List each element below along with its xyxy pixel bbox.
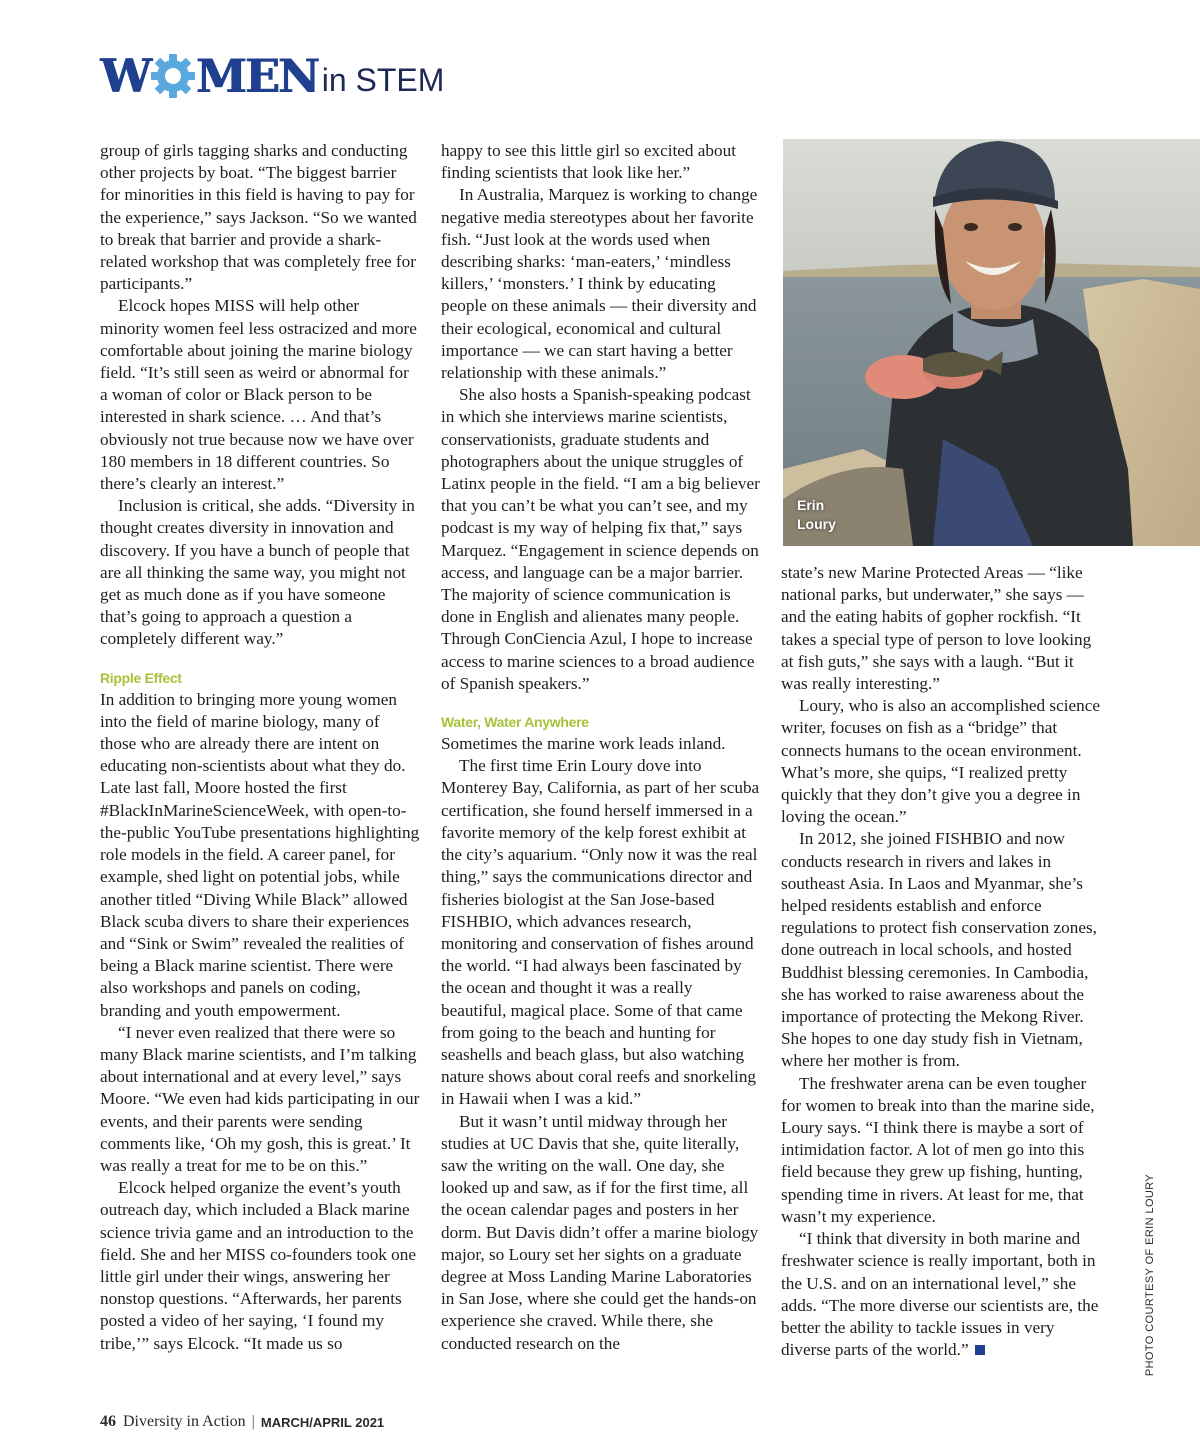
logo-suffix: in STEM [321,62,445,98]
article-column-3 [781,562,1101,1361]
subhead-text: Ripple Effect [100,669,182,686]
body-paragraph [781,562,1101,695]
body-paragraph [781,828,1101,1072]
paragraph-text: The first time Erin Loury dove into Monterey Bay, California, as part of her scuba certification, she found herself immersed in a favorite memory of the kelp forest exhibit at the city’s aquarium. “Only now it was the real thing,” says the communications director and fisheries biologist at the San Jose-based FISHBIO, which advances research, monitoring and conservation of fishes around the world. “I had always been fascinated by the ocean and thought it was a really beautiful, magical place. Some of that came from going to the beach and hunting for seashells and beach glass, but also watching nature shows about coral reefs and snorkeling in Hawaii when I was a kid.” [441,756,760,1109]
paragraph-text: Loury, who is also an accomplished science writer, focuses on fish as a “bridge” that connects humans to the ocean environment. What’s more, she quips, “I realized pretty quickly that they don’t give you a degree in loving the ocean.” [781,696,1101,827]
paragraph-text: She also hosts a Spanish-speaking podcast in which she interviews marine scientists, conservationists, graduate students and photographers about the unique struggles of Latinx people in the field. “I am a big believer that you can’t be what you can’t see, and my podcast is my way of helping fix that,” says Marquez. “Engagement in science depends on access, and language can be a major barrier. The majority of science communication is done in English and alienates many people. Through ConCiencia Azul, I hope to increase access to marine sciences to a broad audience of Spanish speakers.” [441,385,760,693]
footer-divider: | [251,1413,255,1430]
photo-erin-loury [783,139,1200,546]
photo-credit-text: PHOTO COURTESY OF ERIN LOURY [1144,1173,1156,1377]
paragraph-text: group of girls tagging sharks and conducting other projects by boat. “The biggest barrier for minorities in this field is having to pay for the experience,” says Jackson. “So we wanted to break that barrier and provide a shark-related workshop that was completely free for participants.” [100,141,417,294]
paragraph-text: But it wasn’t until midway through her studies at UC Davis that she, quite literally, saw the writing on the wall. One day, she looked up and saw, as if for the first time, all the ocean calendar pages and posters in her dorm. But Davis didn’t offer a marine biology major, so Loury set her sights on a graduate degree at Moss Landing Marine Laboratories in San Jose, where she could get the hands-on experience she craved. While there, she conducted research on the [441,1111,759,1353]
body-paragraph [100,689,420,1022]
page-footer [100,1411,384,1433]
issue-date: MARCH/APRIL 2021 [260,1414,385,1430]
paragraph-text: happy to see this little girl so excited about finding scientists that look like her.” [441,141,736,183]
publication-name: Diversity in Action [123,1413,246,1430]
subhead-text: Water, Water Anywhere [441,714,589,731]
photo-credit [1145,1161,1157,1391]
paragraph-text: Sometimes the marine work leads inland. [441,734,726,754]
paragraph-text: “I think that diversity in both marine and freshwater science is really important, both in the U.S. and on an international level,” she adds. “The more diverse our scientists are, the better the ability to tackle issues in very diverse parts of the world.” [781,1229,1099,1360]
body-paragraph [781,1073,1101,1228]
paragraph-text: “I never even realized that there were so many Black marine scientists, and I’m talking about international and at every level,” says Moore. “We even had kids participating in our events, and their parents were sending comments like, ‘Oh my gosh, this is great.’ It was really a treat for me to be on this.” [100,1022,420,1175]
paragraph-text: Elcock helped organize the event’s youth outreach day, which included a Black marine science trivia game and an introduction to the field. She and her MISS co-founders took one little girl under their wings, answering her nonstop questions. “Afterwards, her parents posted a video of her saying, ‘I found my tribe,’” says Elcock. “It made us so [100,1178,416,1353]
article-column-1 [100,140,420,1355]
paragraph-text: The freshwater arena can be even tougher for women to break into than the marine side, Loury says. “I think there is maybe a sort of intimidation factor. A lot of men go into this field because they grew up fishing, hunting, spending time in rivers. At least for me, that wasn’t my experience. [781,1073,1095,1226]
caption-last-name: Loury [797,516,836,532]
paragraph-text: In addition to bringing more young women into the field of marine biology, many of those who are already there are intent on educating non-scientists about what they do. Late last fall, Moore hosted the first #BlackInMarineScienceWeek, with open-to-the-public YouTube presentations highlighting role models in the field. A career panel, for example, shed light on potential jobs, while another titled “Diving While Black” allowed Black scuba divers to share their experiences and “Sink or Swim” revealed the realities of being a Black marine scientist. There were also workshops and panels on coding, branding and youth empowerment. [100,689,420,1020]
body-paragraph [100,495,420,650]
body-paragraph [781,695,1101,828]
photo-caption [797,496,857,534]
section-subhead [100,667,420,689]
gear-icon [149,52,197,100]
end-of-article-icon [975,1345,985,1355]
body-paragraph [441,733,761,755]
paragraph-text: Elcock hopes MISS will help other minority women feel less ostracized and more comfortable about joining the marine biology field. “It’s still seen as weird or abnormal for a woman of color or Black person to be interested in shark science. … And that’s obviously not true because now we have over 180 members in 18 different countries. So there’s clearly an interest.” [100,296,417,494]
body-paragraph [441,184,761,384]
section-subhead [441,711,761,733]
article-column-2 [441,140,761,1355]
body-paragraph [781,1228,1101,1361]
paragraph-text: In 2012, she joined FISHBIO and now conducts research in rivers and lakes in southeast Asia. In Laos and Myanmar, she’s helped residents establish and enforce regulations to protect fish conservation zones, done outreach in local schools, and hosted Buddhist blessing ceremonies. In Cambodia, she has worked to raise awareness about the importance of protecting the Mekong River. She hopes to one day study fish in Vietnam, where her mother is from. [781,829,1097,1071]
logo-women-wordmark [100,49,318,103]
paragraph-text: state’s new Marine Protected Areas — “like national parks, but underwater,” she says — and the eating habits of gopher rockfish. “It takes a special type of person to love looking at fish guts,” she says with a laugh. “But it was really interesting.” [781,563,1092,694]
logo-letters-men: MEN [195,49,318,103]
body-paragraph [100,1022,420,1177]
caption-first-name: Erin [797,497,825,513]
body-paragraph [441,140,761,184]
body-paragraph [100,295,420,495]
page-number: 46 [100,1413,116,1430]
body-paragraph [100,1177,420,1355]
body-paragraph [441,384,761,695]
body-paragraph [441,1111,761,1355]
logo-letter-w: W [100,49,150,103]
body-paragraph [100,140,420,295]
section-logo [100,49,445,103]
body-paragraph [441,755,761,1110]
paragraph-text: Inclusion is critical, she adds. “Diversity in thought creates diversity in innovation and discovery. If you have a bunch of people that are all thinking the same way, you might not get as much done as if you have someone that’s going to approach a question a completely different way.” [100,496,415,649]
paragraph-text: In Australia, Marquez is working to change negative media stereotypes about her favorite fish. “Just look at the words used when describing sharks: ‘man-eaters,’ ‘mindless killers,’ ‘monsters.’ I think by educating people on these animals — their diversity and their ecological, economical and cultural importance — we can start having a better relationship with these animals.” [441,185,758,383]
